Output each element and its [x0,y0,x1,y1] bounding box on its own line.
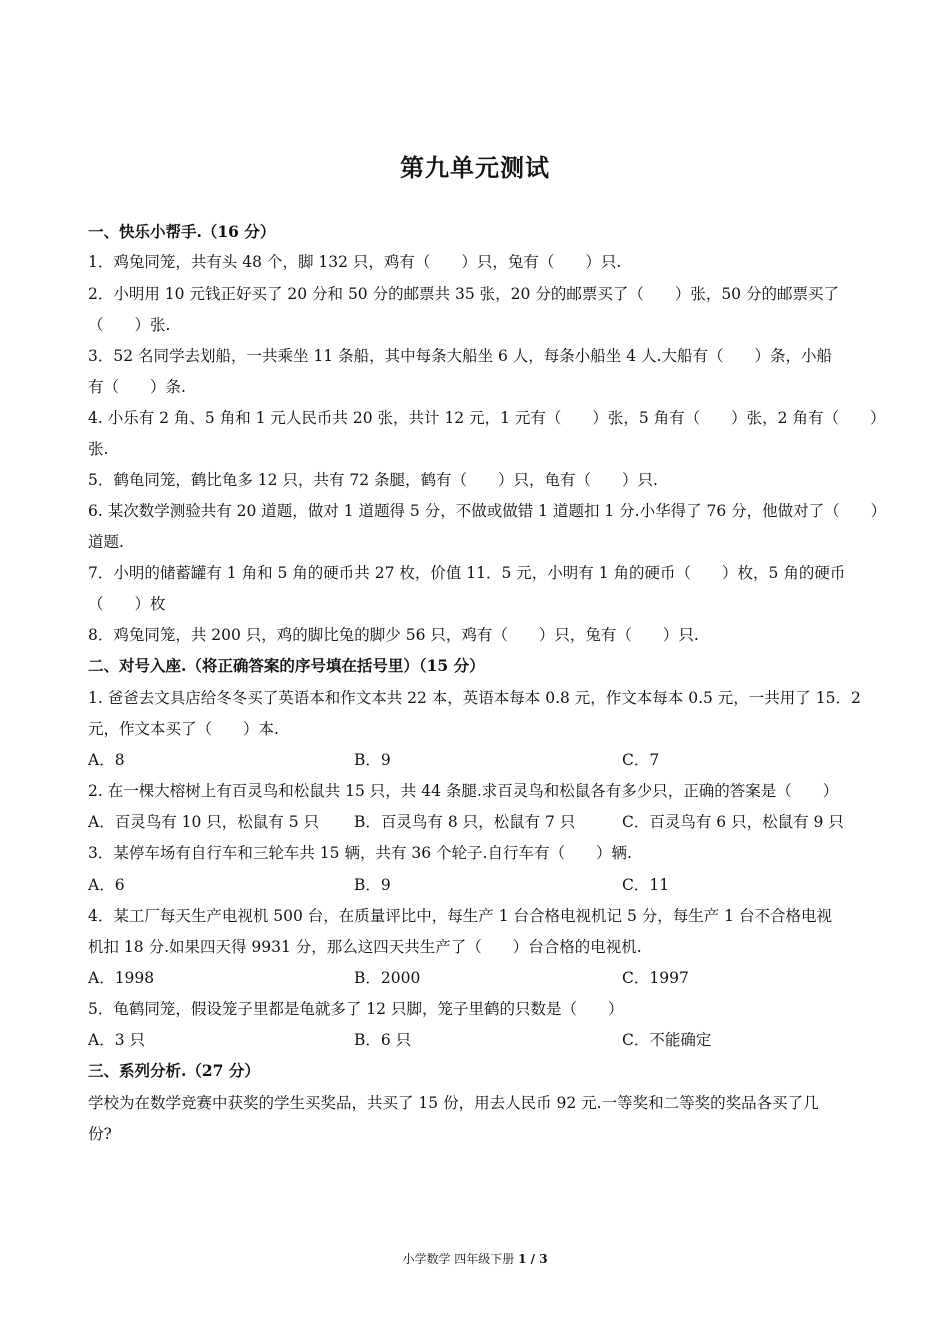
s2-q4-option-c: C．1997 [622,969,689,987]
s2-q4-line-1: 4．某工厂每天生产电视机 500 台，在质量评比中，每生产 1 台合格电视机记 5 分，每生产 1 台不合格电视 [88,907,832,925]
s2-q3-option-b: B．9 [354,876,391,894]
s1-line-10: 道题. [88,533,124,551]
page-number: 1 / 3 [518,1252,548,1266]
s1-line-1: 1．鸡兔同笼，共有头 48 个，脚 132 只，鸡有（ ）只，兔有（ ）只. [88,253,622,271]
s1-line-13: 8．鸡兔同笼，共 200 只，鸡的脚比兔的脚少 56 只，鸡有（ ）只，兔有（ ）只. [88,626,699,644]
s1-line-8: 5．鹤龟同笼，鹤比龟多 12 只，共有 72 条腿，鹤有（ ）只，龟有（ ）只. [88,471,658,489]
s2-q2-line-1: 2. 在一棵大榕树上有百灵鸟和松鼠共 15 只，共 44 条腿.求百灵鸟和松鼠各有多少只，正确的答案是（ ） [88,782,839,800]
s3-line-1: 学校为在数学竞赛中获奖的学生买奖品，共买了 15 份，用去人民币 92 元.一等奖和二等奖的奖品各买了几 [88,1094,819,1112]
s1-line-9: 6. 某次数学测验共有 20 道题，做对 1 道题得 5 分，不做或做错 1 道题扣 1 分.小华得了 76 分，他做对了（ ） [88,502,887,520]
s2-q5-option-c: C．不能确定 [622,1031,712,1049]
footer-text: 小学数学 四年级下册 [402,1252,515,1266]
s2-q2-option-b: B．百灵鸟有 8 只，松鼠有 7 只 [354,813,576,831]
s2-q4-line-2: 机扣 18 分.如果四天得 9931 分，那么这四天共生产了（ ）台合格的电视机. [88,938,642,956]
s2-q1-line-1: 1. 爸爸去文具店给冬冬买了英语本和作文本共 22 本，英语本每本 0.8 元，作文本每本 0.5 元，一共用了 15．2 [88,689,861,707]
section-3-heading: 三、系列分析.（27 分） [88,1061,260,1080]
s2-q1-option-c: C．7 [622,751,660,769]
s2-q5-option-a: A．3 只 [88,1031,145,1049]
s1-line-3: （ ）张. [88,316,171,334]
s2-q3-line-1: 3．某停车场有自行车和三轮车共 15 辆，共有 36 个轮子.自行车有（ ）辆. [88,844,632,862]
s1-line-11: 7．小明的储蓄罐有 1 角和 5 角的硬币共 27 枚，价值 11．5 元，小明有 1 角的硬币（ ）枚，5 角的硬币 [88,564,846,582]
s1-line-12: （ ）枚 [88,595,166,613]
s1-line-4: 3．52 名同学去划船，一共乘坐 11 条船，其中每条大船坐 6 人，每条小船坐 4 人.大船有（ ）条，小船 [88,347,832,365]
s1-line-2: 2．小明用 10 元钱正好买了 20 分和 50 分的邮票共 35 张，20 分的邮票买了（ ）张，50 分的邮票买了 [88,285,839,303]
s2-q5-line-1: 5．龟鹤同笼，假设笼子里都是龟就多了 12 只脚，笼子里鹤的只数是（ ） [88,1000,624,1018]
s2-q1-option-b: B．9 [354,751,391,769]
page-title: 第九单元测试 [400,153,550,182]
s2-q3-option-a: A．6 [88,876,125,894]
s2-q2-option-c: C．百灵鸟有 6 只，松鼠有 9 只 [622,813,844,831]
s2-q1-option-a: A．8 [88,751,125,769]
section-2-heading: 二、对号入座.（将正确答案的序号填在括号里）（15 分） [88,656,485,675]
s1-line-7: 张. [88,440,109,458]
s3-line-2: 份? [88,1125,112,1143]
s2-q5-option-b: B．6 只 [354,1031,412,1049]
page-footer [0,1250,950,1267]
section-1-heading: 一、快乐小帮手.（16 分） [88,222,276,241]
s1-line-6: 4. 小乐有 2 角、5 角和 1 元人民币共 20 张，共计 12 元，1 元有（ ）张，5 角有（ ）张，2 角有（ ） [88,409,886,427]
s2-q4-option-b: B．2000 [354,969,421,987]
s2-q1-line-2: 元，作文本买了（ ）本. [88,720,279,738]
s2-q3-option-c: C．11 [622,876,670,894]
s1-line-5: 有（ ）条. [88,378,186,396]
s2-q4-option-a: A．1998 [88,969,155,987]
s2-q2-option-a: A．百灵鸟有 10 只，松鼠有 5 只 [88,813,319,831]
